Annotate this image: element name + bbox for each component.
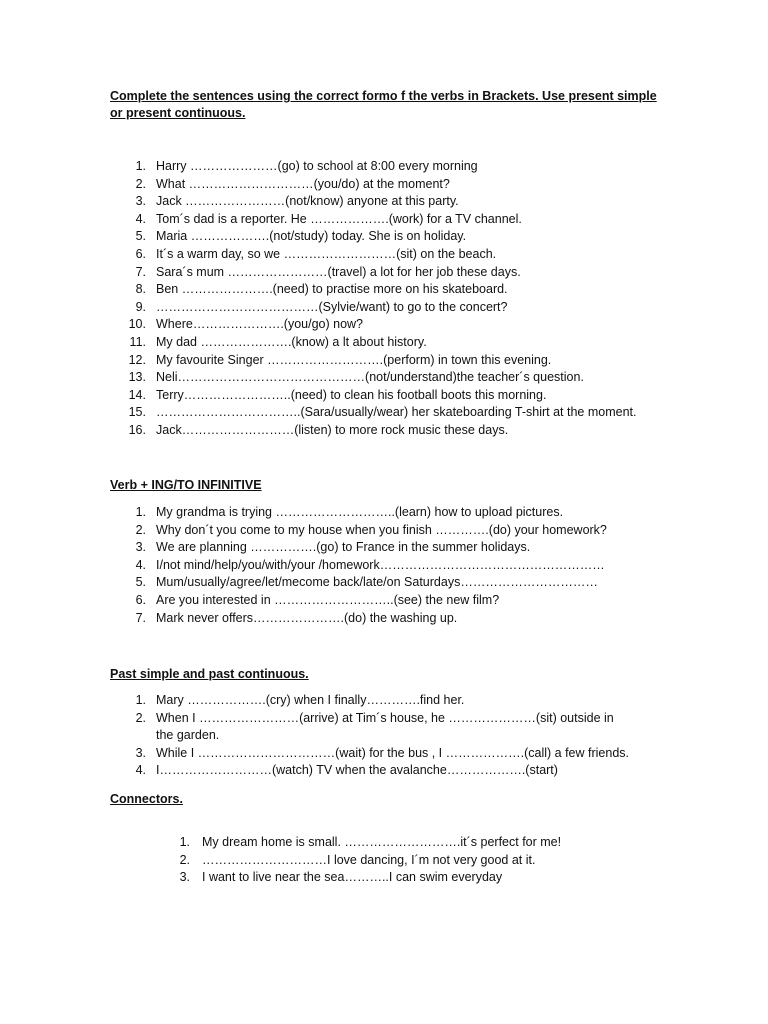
- item-number: 10.: [128, 317, 146, 332]
- title-line-2: or present continuous.: [110, 106, 246, 120]
- list-item: [110, 246, 670, 264]
- item-text: While I ……………………………(wait) for the bus , I ……………….(call) a few friends.: [156, 745, 629, 760]
- item-number: 1.: [179, 835, 190, 849]
- item-number: 3.: [135, 194, 146, 209]
- item-text: Where………………….(you/go) now?: [156, 317, 364, 332]
- item-number: 1.: [135, 505, 146, 519]
- list-item: [110, 504, 670, 522]
- item-number: 4.: [135, 763, 146, 778]
- list-item: [110, 762, 630, 780]
- item-number: 8.: [135, 282, 146, 297]
- list-item: [110, 710, 630, 745]
- list-item: [110, 369, 670, 387]
- item-text: Are you interested in ………………………..(see) the new film?: [156, 592, 500, 607]
- section-heading-past-simple: Past simple and past continuous.: [110, 667, 309, 681]
- exercise-2-list: [110, 504, 670, 627]
- item-number: 2.: [179, 852, 190, 867]
- item-number: 6.: [135, 592, 146, 607]
- item-text: Harry …………………(go) to school at 8:00 every morning: [156, 159, 478, 173]
- item-number: 5.: [135, 575, 146, 590]
- title-line-1: Complete the sentences using the correct formo f the verbs in Brackets. Use present simple: [110, 89, 657, 103]
- item-text: I want to live near the sea………..I can swim everyday: [202, 870, 503, 885]
- item-text: …………………………………(Sylvie/want) to go to the concert?: [156, 299, 508, 314]
- item-number: 3.: [179, 870, 190, 885]
- list-item: [156, 869, 676, 887]
- item-text: Mary ……………….(cry) when I finally………….find her.: [156, 693, 465, 707]
- list-item: [110, 264, 670, 282]
- list-item: [110, 522, 670, 540]
- item-number: 2.: [135, 522, 146, 537]
- list-item: [156, 834, 676, 852]
- list-item: [110, 193, 670, 211]
- list-item: [110, 316, 670, 334]
- item-number: 4.: [135, 211, 146, 226]
- list-item: [156, 852, 676, 870]
- item-number: 12.: [128, 352, 146, 367]
- item-number: 9.: [135, 299, 146, 314]
- item-number: 11.: [129, 334, 146, 349]
- item-text: My grandma is trying ………………………..(learn) how to upload pictures.: [156, 505, 564, 519]
- list-item: [110, 211, 670, 229]
- list-item: [110, 745, 630, 763]
- list-item: [110, 404, 670, 422]
- item-text: Neli………………………………………(not/understand)the teacher´s question.: [156, 370, 584, 385]
- item-text: My dream home is small. ……………………….it´s perfect for me!: [202, 835, 562, 849]
- list-item: [110, 176, 670, 194]
- item-text: What …………………………(you/do) at the moment?: [156, 176, 450, 191]
- item-number: 3.: [135, 745, 146, 760]
- section-heading-connectors: Connectors.: [110, 792, 183, 806]
- item-text: Mum/usually/agree/let/mecome back/late/on Saturdays……………………………: [156, 575, 598, 590]
- item-text: When I ……………………(arrive) at Tim´s house, he …………………(sit) outside in the garden.: [156, 710, 614, 743]
- item-text: It´s a warm day, so we ………………………(sit) on the beach.: [156, 246, 497, 261]
- item-text: I/not mind/help/you/with/your /homework………………………………………………: [156, 557, 605, 572]
- item-text: Why don´t you come to my house when you finish ………….(do) your homework?: [156, 522, 607, 537]
- item-number: 1.: [135, 693, 146, 707]
- item-number: 3.: [135, 540, 146, 555]
- list-item: [110, 574, 670, 592]
- item-text: Jack………………………(listen) to more rock music these days.: [156, 422, 509, 437]
- item-text: We are planning …………….(go) to France in the summer holidays.: [156, 540, 531, 555]
- item-text: My dad ………………….(know) a lt about history.: [156, 334, 427, 349]
- list-item: [110, 299, 670, 317]
- list-item: [110, 557, 670, 575]
- item-number: 5.: [135, 229, 146, 244]
- exercise-3-list: [110, 692, 630, 780]
- list-item: [110, 539, 670, 557]
- item-number: 2.: [135, 710, 146, 725]
- item-number: 1.: [135, 159, 146, 173]
- list-item: [110, 228, 670, 246]
- item-text: Mark never offers………………….(do) the washing up.: [156, 610, 458, 625]
- list-item: [110, 422, 670, 440]
- item-text: Ben ………………….(need) to practise more on his skateboard.: [156, 282, 508, 297]
- list-item: [110, 334, 670, 352]
- item-number: 2.: [135, 176, 146, 191]
- item-number: 14.: [128, 387, 146, 402]
- item-text: Jack ……………………(not/know) anyone at this party.: [156, 194, 459, 209]
- exercise-4-list: [156, 834, 676, 887]
- item-text: I………………………(watch) TV when the avalanche……………….(start): [156, 763, 558, 778]
- item-text: Tom´s dad is a reporter. He ……………….(work) for a TV channel.: [156, 211, 522, 226]
- list-item: [110, 692, 630, 710]
- item-number: 7.: [135, 610, 146, 625]
- item-text: Maria ……………….(not/study) today. She is on holiday.: [156, 229, 467, 244]
- item-number: 15.: [128, 405, 146, 420]
- list-item: [110, 610, 670, 628]
- item-number: 6.: [135, 246, 146, 261]
- worksheet-title: [110, 88, 670, 122]
- item-text: Terry……………………..(need) to clean his football boots this morning.: [156, 387, 547, 402]
- exercise-1-list: [110, 158, 670, 440]
- list-item: [110, 387, 670, 405]
- list-item: [110, 158, 670, 176]
- item-number: 13.: [128, 370, 146, 385]
- list-item: [110, 281, 670, 299]
- list-item: [110, 592, 670, 610]
- item-number: 7.: [135, 264, 146, 279]
- item-number: 16.: [128, 422, 146, 437]
- item-text: Sara´s mum ……………………(travel) a lot for her job these days.: [156, 264, 521, 279]
- item-text: …………………………I love dancing, I´m not very good at it.: [202, 852, 536, 867]
- item-text: My favourite Singer ……………………….(perform) in town this evening.: [156, 352, 552, 367]
- list-item: [110, 352, 670, 370]
- section-heading-verb-ing: Verb + ING/TO INFINITIVE: [110, 478, 262, 492]
- item-number: 4.: [135, 557, 146, 572]
- item-text: ……………………………..(Sara/usually/wear) her skateboarding T-shirt at the moment.: [156, 405, 637, 420]
